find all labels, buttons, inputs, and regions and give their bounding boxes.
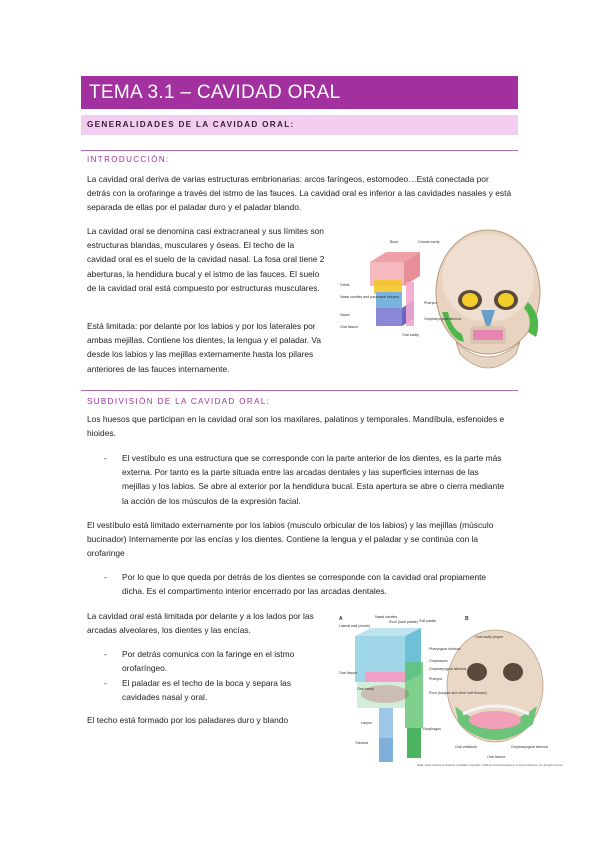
fig2-label-oral-fissure-b: Oral fissure xyxy=(487,755,506,759)
fig2-label-oral-cavity: Oral cavity xyxy=(357,687,374,691)
title-bar xyxy=(81,76,518,109)
intro-paragraph-1: La cavidad oral deriva de varias estructuras embrionarias: arcos faríngeos, estomodeo…Está conectada por detrás con la orofaringe a través del istmo de las fauces. La cavidad oral es inferior a las cavidades nasales y está separada de ellas por el paladar duro y el paladar blando. xyxy=(87,174,512,213)
fig2-label-pharyngeal-isthmus: Pharyngeal isthmus xyxy=(429,647,461,651)
fig1-label-oral-cavity: Oral cavity xyxy=(402,333,419,337)
subdivision-paragraph-1: Los huesos que participan en la cavidad oral son los maxilares, palatinos y temporales. Mandíbula, esfenoides e hioides. xyxy=(87,414,505,439)
bullet-marker: - xyxy=(104,453,107,463)
fig2-label-esophagus: Esophagus xyxy=(423,727,441,731)
fig2-label-oropharynx: Oropharynx xyxy=(429,659,448,663)
subdivision-rule xyxy=(81,390,518,391)
intro-paragraph-3: Está limitada: por delante por los labios y por los laterales por ambas mejillas. Contiene los dientes, la lengua y el paladar. Va desde los labios y las mejillas externamente hasta los pilares anteriores de las fauces internamente. xyxy=(87,321,322,374)
fig2-label-nasal-cavities: Nasal cavities xyxy=(375,615,398,619)
bullet-cavidad-propia-text: Por lo que lo que queda por detrás de los dientes se corresponde con la cavidad oral propiamente dicha. Es el compartimento interior encerrado por las arcadas dentales. xyxy=(122,572,487,597)
fig2-label-oropharyngeal-isthmus-b: Oropharyngeal isthmus xyxy=(511,745,549,749)
section-header xyxy=(81,115,518,135)
intro-paragraph-2: La cavidad oral se denomina casi extracraneal y sus límites son estructuras blandas, musculares y óseas. El techo de la cavidad oral es el suelo de la cavidad nasal. La fosa oral tiene 2 aberturas, la hendidura bucal y el istmo de las fauces. El suelo de la cavidad oral está compuesto por estructuras musculares. xyxy=(87,226,325,293)
bullet-marker: - xyxy=(104,649,107,659)
bullet-marker: - xyxy=(104,678,107,688)
fig2-label-oral-cavity-proper: Oral cavity proper xyxy=(475,635,504,639)
fig2-label-oral-fissure: Oral fissure xyxy=(339,671,358,675)
fig1-label-pharynx: Pharynx xyxy=(424,301,438,305)
fig2-panel-b: B xyxy=(465,616,469,622)
page-title: TEMA 3.1 – CAVIDAD ORAL xyxy=(89,82,341,103)
bullet-vestibulo-text: El vestíbulo es una estructura que se corresponde con la parte anterior de los dientes, es la parte más externa. Por tanto es la parte situada entre las arcadas dentales y las superficies internas de las mejillas y los labios. Se abre al exterior por la hendidura bucal. Esta apertura se abre o cierra mediante la acción de los músculos de la expresión facial. xyxy=(122,453,505,506)
bullet-istmo-text: Por detrás comunica con la faringe en el istmo orofaríngeo. xyxy=(122,649,295,674)
fig1-label-oral-fissure: Oral fissure xyxy=(340,325,359,329)
intro-heading: INTRODUCCIÓN: xyxy=(87,155,170,164)
section-label: GENERALIDADES DE LA CAVIDAD ORAL: xyxy=(87,120,295,129)
intro-rule xyxy=(81,150,518,151)
bullet-paladar-text: El paladar es el techo de la boca y separa las cavidades nasal y oral. xyxy=(122,678,292,703)
fig2-label-floor: Floor (tongue and other soft tissues) xyxy=(429,691,487,695)
fig2-label-roof: Roof (hard palate) xyxy=(389,620,418,624)
fig2-label-lateral-wall: Lateral wall (cheek) xyxy=(339,624,371,628)
fig1-label-oropharyngeal-isthmus: Oropharyngeal isthmus xyxy=(424,317,462,321)
fig2-panel-a: A xyxy=(339,616,343,622)
subdivision-paragraph-2: El vestíbulo está limitado externamente por los labios (musculo orbicular de los labios) y las mejillas (músculo bucinador) Internamente por las encías y los dientes. Contiene la lengua y el paladar y se continúa con la orofaringe xyxy=(87,520,494,559)
fig1-label-cranial-cavity: Cranial cavity xyxy=(418,240,440,244)
subdivision-heading: SUBDIVISIÓN DE LA CAVIDAD ORAL: xyxy=(87,397,271,406)
oral-cavity-figure xyxy=(337,614,564,774)
fig1-label-bone: Bone xyxy=(390,240,399,244)
bullet-marker: - xyxy=(104,572,107,582)
fig1-label-nasal-cavities: Nasal cavities and paranasal sinuses xyxy=(340,295,400,299)
subdivision-paragraph-3: La cavidad oral está limitada por delante y a los lados por las arcadas alveolares, los dientes y las encías. xyxy=(87,611,314,636)
fig2-label-trachea: Trachea xyxy=(355,741,369,745)
fig1-label-nares: Nares xyxy=(340,313,350,317)
fig1-label-orbits: Orbits xyxy=(340,283,350,287)
skull-cavities-figure xyxy=(338,222,550,387)
fig2-label-soft-palate: Soft palate xyxy=(419,619,437,623)
subdivision-paragraph-4: El techo está formado por los paladares duro y blando xyxy=(87,715,289,725)
fig2-credit: Drake: Gray's Anatomy for Students, 2nd Edition. Copyright © 2009 by Churchill Livingstone, an imprint of Elsevier, Inc. All rights reserved. xyxy=(417,764,564,767)
fig2-label-oral-vestibule: Oral vestibule xyxy=(455,745,477,749)
fig2-label-larynx: Larynx xyxy=(361,721,372,725)
fig2-label-pharynx: Pharynx xyxy=(429,677,443,681)
fig2-label-oropharyngeal-isthmus: Oropharyngeal isthmus xyxy=(429,667,467,671)
